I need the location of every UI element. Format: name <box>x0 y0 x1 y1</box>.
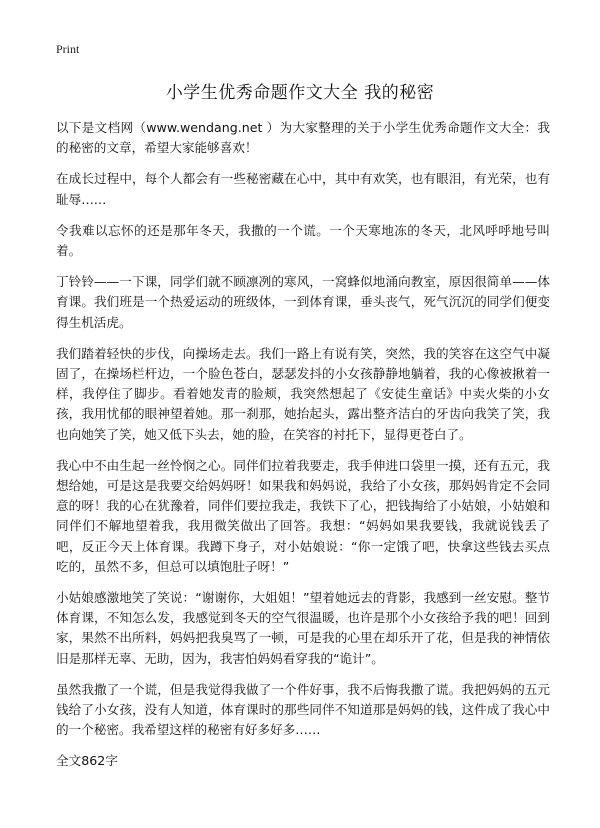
print-label: Print <box>56 42 80 56</box>
paragraph-4: 丁铃铃——一下课，同学们就不顾凛冽的寒风，一窝蜂似地涌向教室，原因很简单——体育课。我们班是一个热爱运动的班级体，一到体育课，垂头丧气，死气沉沉的同学们便变得生机活虎。 <box>56 274 550 330</box>
paragraph-3: 令我难以忘怀的还是那年冬天，我撒的一个谎。一个天寒地冻的冬天，北风呼呼地号叫着。 <box>56 222 550 259</box>
paragraph-5: 我们踏着轻快的步伐，向操场走去。我们一路上有说有笑，突然，我的笑容在这空气中凝固了，在操场栏杆边，一个脸色苍白，瑟瑟发抖的小女孩静静地躺着，我的心像被揪着一样，我停住了脚步。看着她发青的脸颊，我突然想起了《安徒生童话》中卖火柴的小女孩，我用忧郁的眼神望着她。那一刹那，她抬起头，露出整齐洁白的牙齿向我笑了笑，我也向她笑了笑，她又低下头去，她的脸，在笑容的衬托下，显得更苍白了。 <box>56 345 550 442</box>
article-body <box>56 118 550 771</box>
word-count: 全文862字 <box>56 753 118 769</box>
paragraph-8: 虽然我撒了一个谎，但是我觉得我做了一个件好事，我不后悔我撒了谎。我把妈妈的五元钱给了小女孩，没有人知道，体育课时的那些同伴不知道那是妈妈的钱，这件成了我心中的一个秘密。我希望这样的秘密有好多好多…… <box>56 681 550 738</box>
paragraph-6: 我心中不由生起一丝怜悯之心。同伴们拉着我要走，我手伸进口袋里一摸，还有五元，我想给她，可是这是我要交给妈妈呀！如果我和妈妈说，我给了小女孩，那妈妈肯定不会同意的呀！我的心在犹豫着，同伴们要拉我走，我铁下了心，把钱掏给了小姑娘，小姑娘和同伴们不解地望着我，我用微笑做出了回答。我想：“妈妈如果我要钱，我就说钱丢了吧，反正今天上体育课。我蹲下身子，对小姑娘说：“你一定饿了吧，快拿这些钱去买点吃的，虽然不多，但总可以填饱肚子呀！” <box>56 457 550 574</box>
paragraph-7: 小姑娘感激地笑了笑说：“谢谢你，大姐姐！”望着她远去的背影，我感到一丝安慰。整节体育课，不知怎么发，我感觉到冬天的空气很温暖，也许是那个小女孩给予我的吧！回到家，果然不出所料，妈妈把我臭骂了一顿，可是我的心里在却乐开了花，但是我的神情依旧是那样无辜、无助，因为，我害怕妈妈看穿我的“诡计”。 <box>56 590 550 666</box>
paragraph-2: 在成长过程中，每个人都会有一些秘密藏在心中，其中有欢笑，也有眼泪，有光荣，也有耻辱…… <box>56 171 550 207</box>
paragraph-intro: 以下是文档网（www.wendang.net ）为大家整理的关于小学生优秀命题作文大全：我的秘密的文章，希望大家能够喜欢！ <box>56 120 550 156</box>
page-title: 小学生优秀命题作文大全 我的秘密 <box>165 83 435 103</box>
